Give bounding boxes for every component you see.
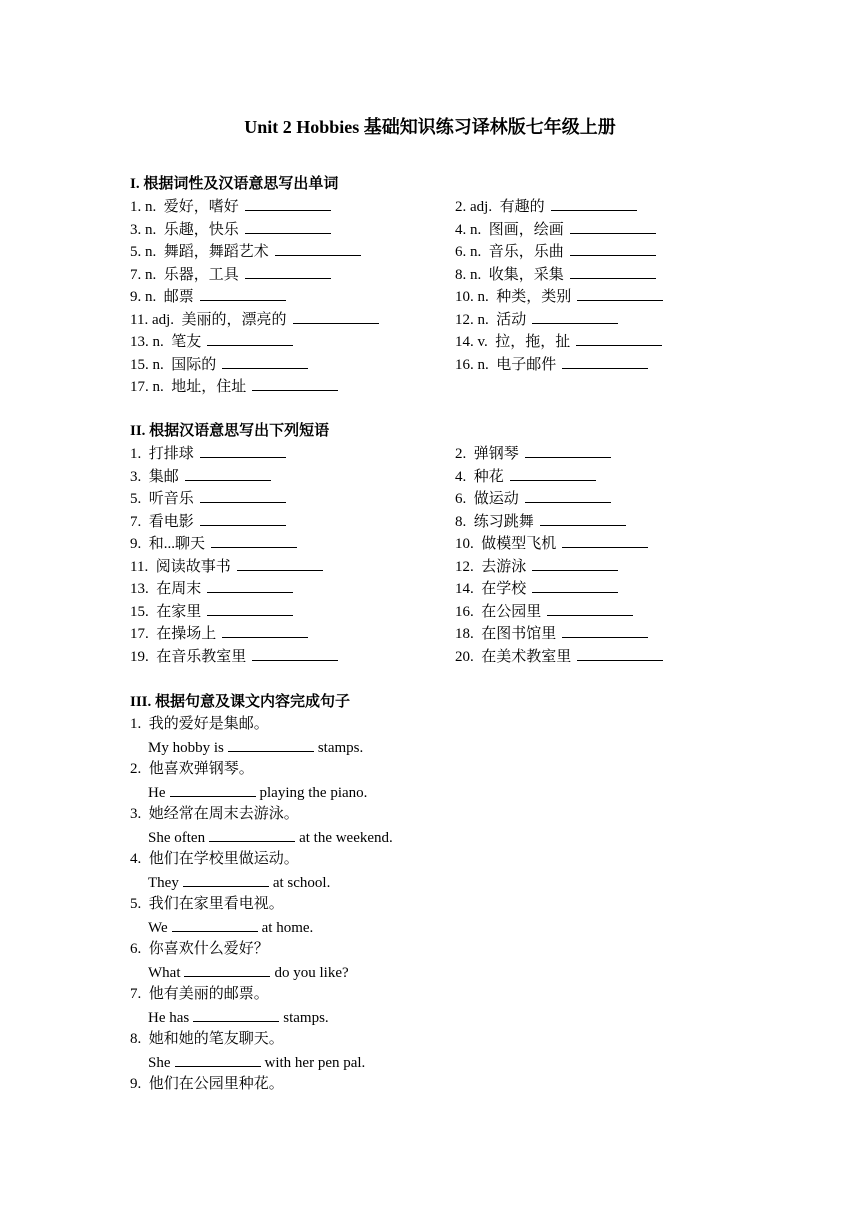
question-prompt: 11. 阅读故事书	[130, 558, 231, 575]
question-prompt: 16. 在公园里	[455, 603, 542, 620]
question-item	[130, 465, 271, 487]
question-prompt: 3. 集邮	[130, 468, 179, 485]
question-prompt: 4. n. 图画，绘画	[455, 221, 564, 238]
answer-blank[interactable]	[562, 532, 648, 548]
answer-blank[interactable]	[209, 826, 295, 842]
question-prompt: 5. 听音乐	[130, 491, 194, 507]
question-item	[130, 195, 331, 217]
question-item	[130, 240, 361, 262]
answer-blank[interactable]	[207, 577, 293, 593]
answer-blank[interactable]	[245, 218, 331, 234]
sentence-chinese-text: 5. 我们在家里看电视。	[130, 896, 284, 912]
sentence-english	[148, 961, 349, 983]
sentence-chinese-text: 1. 我的爱好是集邮。	[130, 716, 269, 732]
question-prompt: 14. v. 拉，拖，扯	[455, 334, 571, 350]
answer-blank[interactable]	[200, 487, 286, 503]
sentence-chinese	[130, 713, 269, 735]
sentence-english	[148, 1006, 329, 1028]
question-prompt: 8. 练习跳舞	[455, 513, 534, 530]
question-item	[455, 645, 663, 667]
question-item	[455, 577, 618, 599]
sentence-english-before: We	[148, 919, 168, 936]
question-prompt: 7. 看电影	[130, 513, 194, 530]
question-prompt: 15. 在家里	[130, 603, 202, 620]
question-item	[130, 330, 293, 352]
answer-blank[interactable]	[245, 263, 331, 279]
answer-blank[interactable]	[577, 645, 663, 661]
question-item	[455, 465, 596, 487]
answer-blank[interactable]	[525, 442, 611, 458]
question-item	[455, 510, 626, 532]
question-prompt: 20. 在美术教室里	[455, 648, 572, 665]
question-item	[130, 577, 293, 599]
question-prompt: 19. 在音乐教室里	[130, 648, 247, 665]
sentence-english-before: What	[148, 964, 181, 981]
question-item	[130, 375, 338, 397]
sentence-chinese	[130, 983, 269, 1005]
sentence-english-before: She	[148, 1054, 171, 1071]
question-item	[130, 442, 286, 464]
question-item	[130, 308, 379, 330]
question-prompt: 17. 在操场上	[130, 626, 217, 642]
sentence-english-after: playing the piano.	[259, 784, 368, 801]
question-prompt: 1. 打排球	[130, 446, 194, 462]
question-prompt: 18. 在图书馆里	[455, 626, 557, 642]
question-prompt: 15. n. 国际的	[130, 356, 217, 373]
answer-blank[interactable]	[207, 330, 293, 346]
question-prompt: 12. 去游泳	[455, 558, 527, 575]
answer-blank[interactable]	[551, 195, 637, 211]
question-prompt: 10. 做模型飞机	[455, 536, 557, 552]
answer-blank[interactable]	[184, 961, 270, 977]
answer-blank[interactable]	[222, 353, 308, 369]
sentence-chinese-text: 6. 你喜欢什么爱好？	[130, 941, 269, 957]
question-prompt: 5. n. 舞蹈，舞蹈艺术	[130, 244, 269, 260]
answer-blank[interactable]	[245, 195, 331, 211]
sentence-english	[148, 1051, 365, 1073]
answer-blank[interactable]	[570, 218, 656, 234]
sentence-chinese-text: 3. 她经常在周末去游泳。	[130, 806, 299, 822]
sentence-chinese	[130, 1028, 284, 1050]
question-item	[130, 487, 286, 509]
question-item	[130, 532, 297, 554]
answer-blank[interactable]	[510, 465, 596, 481]
sentence-english-after: do you like?	[274, 964, 349, 981]
question-prompt: 3. n. 乐趣，快乐	[130, 221, 239, 238]
sentence-english-after: at home.	[261, 919, 314, 936]
question-item	[455, 622, 648, 644]
question-item	[130, 263, 331, 285]
answer-blank[interactable]	[200, 442, 286, 458]
sentence-chinese	[130, 938, 269, 960]
sentence-english	[148, 871, 330, 893]
question-item	[130, 645, 338, 667]
answer-blank[interactable]	[222, 622, 308, 638]
sentence-chinese	[130, 848, 299, 870]
sentence-english-before: My hobby is	[148, 739, 224, 756]
question-item	[455, 442, 611, 464]
answer-blank[interactable]	[207, 600, 293, 616]
answer-blank[interactable]	[252, 645, 338, 661]
question-prompt: 7. n. 乐器，工具	[130, 266, 239, 283]
question-item	[455, 600, 633, 622]
sentence-english-before: They	[148, 874, 179, 891]
question-prompt: 11. adj. 美丽的，漂亮的	[130, 311, 287, 328]
question-prompt: 9. n. 邮票	[130, 289, 194, 305]
question-prompt: 9. 和...聊天	[130, 536, 206, 552]
question-item	[130, 555, 323, 577]
page-title: Unit 2 Hobbies 基础知识练习译林版七年级上册	[244, 117, 616, 137]
answer-blank[interactable]	[185, 465, 271, 481]
answer-blank[interactable]	[170, 781, 256, 797]
question-item	[130, 600, 293, 622]
answer-blank[interactable]	[252, 375, 338, 391]
answer-blank[interactable]	[540, 510, 626, 526]
section-1-heading: I. 根据词性及汉语意思写出单词	[130, 176, 339, 192]
answer-blank[interactable]	[293, 308, 379, 324]
section-2-heading: II. 根据汉语意思写出下列短语	[130, 423, 330, 439]
sentence-english-after: at the weekend.	[299, 829, 393, 846]
question-prompt: 17. n. 地址，住址	[130, 379, 247, 395]
question-item	[455, 308, 618, 330]
question-prompt: 8. n. 收集，采集	[455, 266, 564, 283]
answer-blank[interactable]	[200, 285, 286, 301]
answer-blank[interactable]	[237, 555, 323, 571]
answer-blank[interactable]	[228, 736, 314, 752]
answer-blank[interactable]	[576, 330, 662, 346]
sentence-chinese-text: 9. 他们在公园里种花。	[130, 1076, 284, 1092]
sentence-chinese-text: 2. 他喜欢弹钢琴。	[130, 761, 254, 777]
question-prompt: 4. 种花	[455, 468, 504, 485]
answer-blank[interactable]	[547, 600, 633, 616]
sentence-english-after: with her pen pal.	[264, 1054, 366, 1071]
question-item	[130, 622, 308, 644]
question-prompt: 14. 在学校	[455, 581, 527, 597]
answer-blank[interactable]	[562, 353, 648, 369]
question-item	[130, 510, 286, 532]
question-prompt: 2. 弹钢琴	[455, 446, 519, 462]
question-prompt: 6. 做运动	[455, 491, 519, 507]
answer-blank[interactable]	[275, 240, 361, 256]
question-item	[130, 285, 286, 307]
sentence-chinese	[130, 758, 254, 780]
question-prompt: 10. n. 种类，类别	[455, 289, 572, 305]
sentence-english-after: stamps.	[283, 1009, 329, 1026]
question-prompt: 13. 在周末	[130, 581, 202, 597]
sentence-chinese	[130, 1073, 284, 1095]
answer-blank[interactable]	[562, 622, 648, 638]
sentence-chinese	[130, 803, 299, 825]
answer-blank[interactable]	[211, 532, 297, 548]
question-prompt: 6. n. 音乐，乐曲	[455, 244, 564, 260]
question-prompt: 2. adj. 有趣的	[455, 199, 545, 215]
sentence-english	[148, 916, 313, 938]
sentence-english-before: He	[148, 784, 166, 801]
question-prompt: 12. n. 活动	[455, 311, 527, 328]
question-item	[455, 263, 656, 285]
question-item	[455, 285, 663, 307]
section-3-heading: III. 根据句意及课文内容完成句子	[130, 694, 351, 710]
question-item	[455, 195, 637, 217]
answer-blank[interactable]	[532, 555, 618, 571]
sentence-english-after: at school.	[272, 874, 331, 891]
answer-blank[interactable]	[525, 487, 611, 503]
question-item	[455, 532, 648, 554]
answer-blank[interactable]	[570, 240, 656, 256]
sentence-english	[148, 736, 363, 758]
question-prompt: 13. n. 笔友	[130, 334, 202, 350]
answer-blank[interactable]	[532, 577, 618, 593]
sentence-english	[148, 781, 367, 803]
sentence-chinese-text: 4. 他们在学校里做运动。	[130, 851, 299, 867]
answer-blank[interactable]	[175, 1051, 261, 1067]
sentence-chinese-text: 8. 她和她的笔友聊天。	[130, 1031, 284, 1047]
sentence-english	[148, 826, 393, 848]
sentence-english-after: stamps.	[317, 739, 364, 756]
question-item	[455, 218, 656, 240]
question-item	[455, 330, 662, 352]
question-item	[455, 353, 648, 375]
answer-blank[interactable]	[200, 510, 286, 526]
sentence-chinese-text: 7. 他有美丽的邮票。	[130, 986, 269, 1002]
sentence-chinese	[130, 893, 284, 915]
answer-blank[interactable]	[183, 871, 269, 887]
question-item	[130, 218, 331, 240]
answer-blank[interactable]	[193, 1006, 279, 1022]
answer-blank[interactable]	[577, 285, 663, 301]
sentence-english-before: He has	[148, 1009, 190, 1026]
answer-blank[interactable]	[532, 308, 618, 324]
sentence-english-before: She often	[148, 829, 206, 846]
question-prompt: 16. n. 电子邮件	[455, 356, 557, 373]
question-item	[455, 240, 656, 262]
answer-blank[interactable]	[172, 916, 258, 932]
answer-blank[interactable]	[570, 263, 656, 279]
question-item	[130, 353, 308, 375]
question-item	[455, 555, 618, 577]
question-prompt: 1. n. 爱好，嗜好	[130, 199, 239, 215]
question-item	[455, 487, 611, 509]
